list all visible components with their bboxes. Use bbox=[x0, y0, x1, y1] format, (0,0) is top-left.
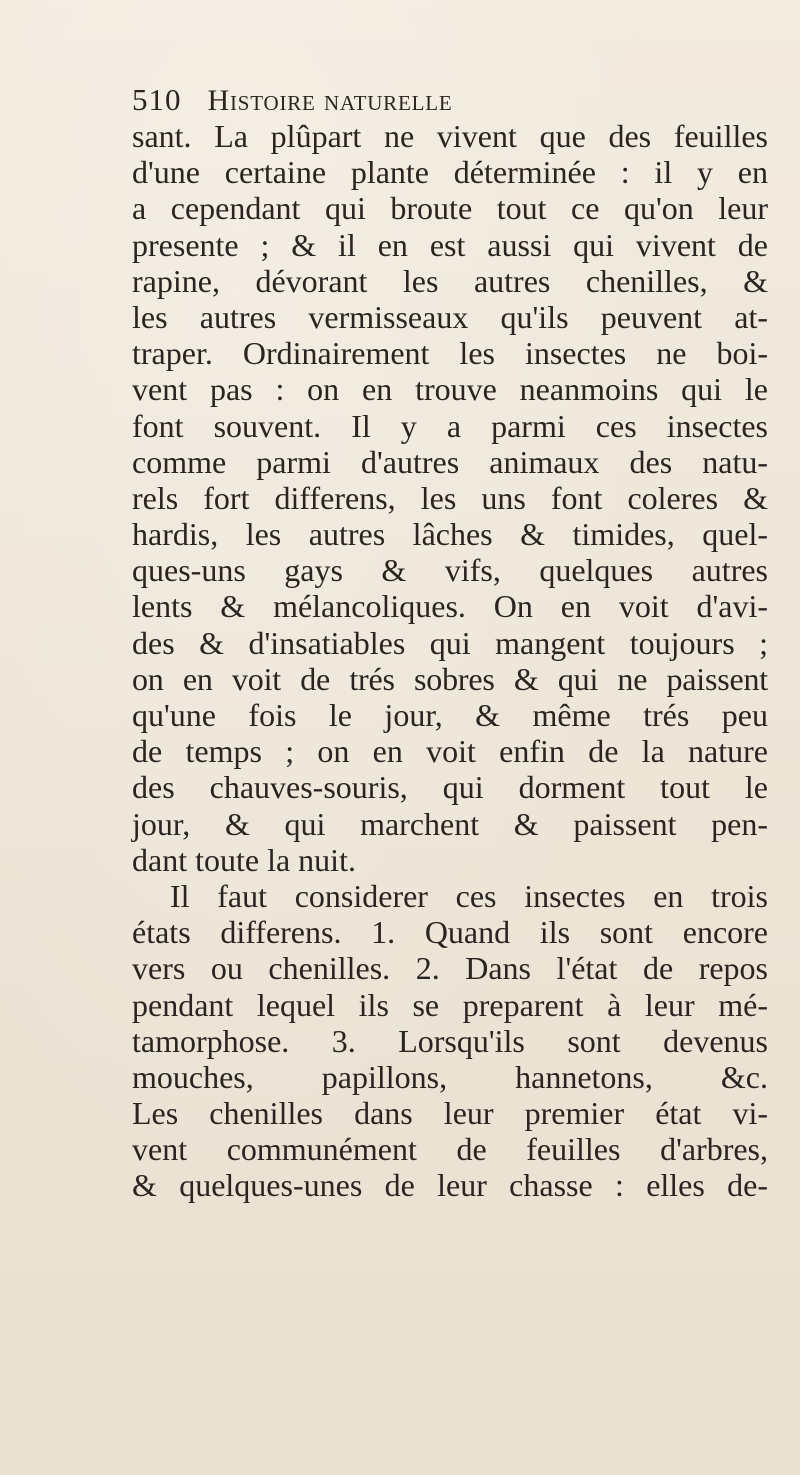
text-line: des chauves-souris, qui dorment tout le bbox=[132, 769, 768, 806]
body-text bbox=[132, 118, 768, 1204]
text-line: qu'une fois le jour, & même trés peu bbox=[132, 697, 768, 733]
text-line: sant. La plûpart ne vivent que des feuilles bbox=[132, 118, 768, 154]
text-line: vent communément de feuilles d'arbres, bbox=[132, 1131, 768, 1168]
text-line: mouches, papillons, hannetons, &c. bbox=[132, 1058, 768, 1095]
text-line: on en voit de trés sobres & qui ne paissent bbox=[132, 660, 768, 697]
text-line: d'une certaine plante déterminée : il y en bbox=[132, 154, 768, 191]
text-line: de temps ; on en voit enfin de la nature bbox=[132, 733, 768, 770]
text-line: vers ou chenilles. 2. Dans l'état de repos bbox=[132, 950, 768, 987]
text-line: dant toute la nuit. bbox=[132, 841, 356, 878]
text-line: Les chenilles dans leur premier état vi- bbox=[132, 1095, 768, 1132]
paragraph-start-line: Il faut considerer ces insectes en trois bbox=[170, 877, 768, 914]
text-line: ques-uns gays & vifs, quelques autres bbox=[132, 552, 768, 589]
text-line: traper. Ordinairement les insectes ne boi- bbox=[132, 335, 768, 372]
text-line: tamorphose. 3. Lorsqu'ils sont devenus bbox=[132, 1022, 768, 1059]
text-line: comme parmi d'autres animaux des natu- bbox=[132, 443, 768, 480]
text-line: pendant lequel ils se preparent à leur mé- bbox=[132, 986, 768, 1023]
text-line: les autres vermisseaux qu'ils peuvent at- bbox=[132, 298, 768, 335]
text-line: a cependant qui broute tout ce qu'on leur bbox=[132, 190, 768, 227]
text-line: presente ; & il en est aussi qui vivent de bbox=[132, 226, 768, 263]
text-line: vent pas : on en trouve neanmoins qui le bbox=[132, 371, 768, 408]
text-line: font souvent. Il y a parmi ces insectes bbox=[132, 407, 768, 444]
page-number: 510 bbox=[132, 82, 182, 117]
text-line: rapine, dévorant les autres chenilles, & bbox=[132, 262, 768, 299]
text-line: & quelques-unes de leur chasse : elles de- bbox=[132, 1167, 768, 1204]
text-line: rels fort differens, les uns font coleres & bbox=[132, 479, 768, 516]
text-line: états differens. 1. Quand ils sont encore bbox=[132, 914, 768, 951]
text-line: des & d'insatiables qui mangent toujours ; bbox=[132, 624, 768, 661]
text-line: hardis, les autres lâches & timides, quel- bbox=[132, 516, 768, 553]
text-line: jour, & qui marchent & paissent pen- bbox=[132, 805, 768, 842]
text-line: lents & mélancoliques. On en voit d'avi- bbox=[132, 588, 768, 625]
running-title: Histoire naturelle bbox=[207, 84, 453, 117]
